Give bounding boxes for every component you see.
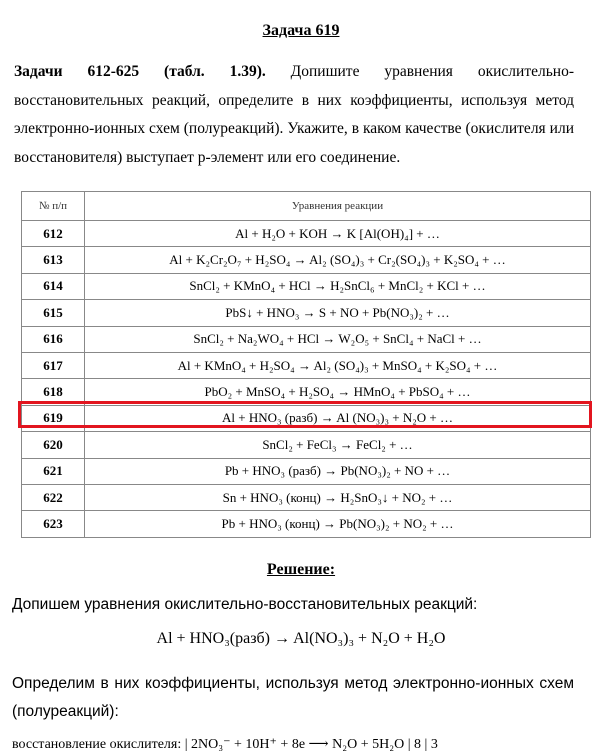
row-number: 616 <box>22 326 85 352</box>
table-row <box>22 352 591 378</box>
row-number: 619 <box>22 405 85 431</box>
page-title: Задача 619 <box>262 22 340 39</box>
row-number: 620 <box>22 432 85 458</box>
col-header-number: № п/п <box>22 192 85 221</box>
row-equation: PbS↓ + HNO₃ → S + NO + Pb(NO₃)₂ + … <box>85 300 591 326</box>
reactions-table <box>21 191 591 538</box>
row-equation: SnCl₂ + Na₂WO₄ + HCl → W₂O₅ + SnCl₄ + NaCl + … <box>85 326 591 352</box>
row-equation: Al + KMnO₄ + H₂SO₄ → Al₂ (SO₄)₃ + MnSO₄ + K₂SO₄ + … <box>85 352 591 378</box>
col-header-equation: Уравнения реакции <box>85 192 591 221</box>
table-row <box>22 247 591 273</box>
row-equation: PbO₂ + MnSO₄ + H₂SO₄ → HMnO₄ + PbSO₄ + … <box>85 379 591 405</box>
table-row <box>22 432 591 458</box>
table-header-row <box>22 192 591 221</box>
task-range-label: Задачи 612-625 (табл. 1.39). <box>14 63 266 80</box>
table-row <box>22 458 591 484</box>
solution-line-1: Допишем уравнения окислительно-восстановительных реакций: <box>12 596 478 613</box>
row-equation: Al + H₂O + KOH → K [Al(OH)₄] + … <box>85 221 591 247</box>
row-number: 614 <box>22 273 85 299</box>
solution-equation: Al + HNO₃(разб) → Al(NO₃)₃ + N₂O + H₂O <box>156 630 446 647</box>
row-equation: SnCl₂ + FeCl₃ → FeCl₂ + … <box>85 432 591 458</box>
row-equation: Sn + HNO₃ (конц) → H₂SnO₃↓ + NO₂ + … <box>85 484 591 510</box>
row-equation: Al + K₂Cr₂O₇ + H₂SO₄ → Al₂ (SO₄)₃ + Cr₂(SO₄)₃ + K₂SO₄ + … <box>85 247 591 273</box>
table-row <box>22 221 591 247</box>
table-row <box>22 326 591 352</box>
row-number: 621 <box>22 458 85 484</box>
row-number: 613 <box>22 247 85 273</box>
table-row <box>22 273 591 299</box>
row-equation: Al + HNO₃ (разб) → Al (NO₃)₃ + N₂O + … <box>85 405 591 431</box>
highlight-box <box>18 401 592 428</box>
row-number: 615 <box>22 300 85 326</box>
table-row <box>22 300 591 326</box>
row-number: 622 <box>22 484 85 510</box>
table-row <box>22 511 591 537</box>
solution-line-2: Определим в них коэффициенты, используя метод электронно-ионных схем (полуреакций): <box>12 675 574 720</box>
half-reaction-partial: восстановление окислителя: | 2NO₃⁻ + 10H⁺ + 8e ⟶ N₂O + 5H₂O | 8 | 3 <box>12 737 438 752</box>
row-equation: Pb + HNO₃ (конц) → Pb(NO₃)₂ + NO₂ + … <box>85 511 591 537</box>
task-text: Допишите уравнения окислительно-восстановительных реакций, определите в них коэффициенты, используя метод электронно-ионных схем (полуреакций). Укажите, в каком качестве (окислителя или восстановителя) выступает р-элемент или его соединение. <box>14 63 574 166</box>
task-description <box>14 58 574 172</box>
row-number: 617 <box>22 352 85 378</box>
row-equation: Pb + HNO₃ (разб) → Pb(NO₃)₂ + NO + … <box>85 458 591 484</box>
row-number: 618 <box>22 379 85 405</box>
row-number: 623 <box>22 511 85 537</box>
solution-title: Решение: <box>266 561 336 578</box>
row-number: 612 <box>22 221 85 247</box>
row-equation: SnCl₂ + KMnO₄ + HCl → H₂SnCl₆ + MnCl₂ + KCl + … <box>85 273 591 299</box>
table-row <box>22 484 591 510</box>
